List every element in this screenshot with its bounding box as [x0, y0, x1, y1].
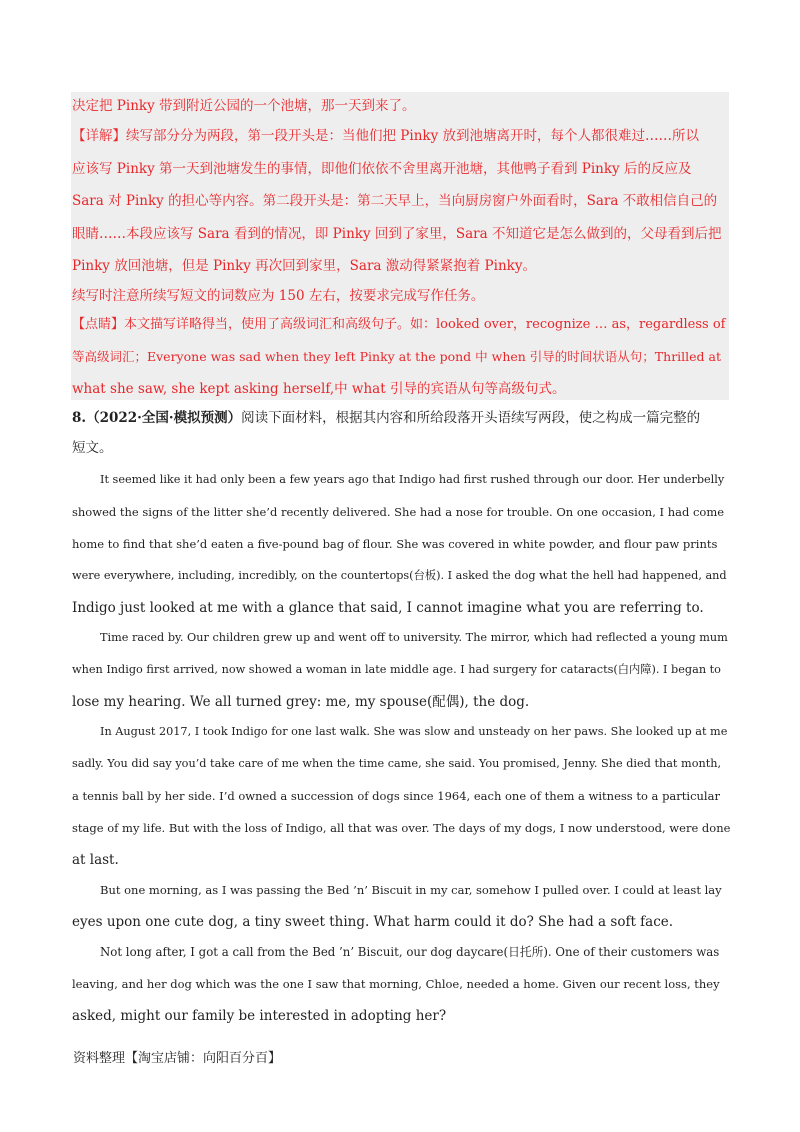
passage-line: at last. [72, 852, 119, 868]
passage-line: eyes upon one cute dog, a tiny sweet thing. What harm could it do? She had a soft face. [72, 914, 674, 930]
passage-line: home to find that she’d eaten a five-pound bag of flour. She was covered in white powder, and flour paw prints [72, 537, 718, 551]
question-instruction: 阅读下面材料，根据其内容和所给段落开头语续写两段，使之构成一篇完整的 [241, 410, 701, 426]
passage-line: a tennis ball by her side. I’d owned a succession of dogs since 1964, each one of them a witness to a particular [72, 789, 720, 803]
answer-line: Sara 对 Pinky 的担心等内容。第二段开头是：第二天早上，当向厨房窗户外面看时，Sara 不敢相信自己的 [72, 193, 718, 209]
passage-line: It seemed like it had only been a few years ago that Indigo had first rushed through our door. Her underbelly [100, 473, 725, 486]
passage-line: leaving, and her dog which was the one I saw that morning, Chloe, needed a home. Given our recent loss, they [72, 977, 720, 991]
answer-line: what she saw, she kept asking herself,中 what 引导的宾语从句等高级句式。 [72, 381, 566, 397]
passage-line: But one morning, as I was passing the Bed ’n’ Biscuit in my car, somehow I pulled over. I could at least lay [100, 883, 722, 897]
passage-line: sadly. You did say you’d take care of me when the time came, she said. You promised, Jenny. She died that month, [72, 757, 722, 770]
answer-line: 应该写 Pinky 第一天到池塘发生的事情，即他们依依不舍里离开池塘，其他鸭子看到 Pinky 后的反应及 [72, 161, 692, 177]
answer-line: 续写时注意所续写短文的词数应为 150 左右，按要求完成写作任务。 [72, 288, 485, 304]
passage-line: were everywhere, including, incredibly, on the countertops(台板). I asked the dog what the hell had happened, and [72, 569, 727, 582]
answer-line: Pinky 放回池塘，但是 Pinky 再次回到家里，Sara 激动得紧紧抱着 Pinky。 [72, 258, 536, 274]
answer-line: 等高级词汇；Everyone was sad when they left Pinky at the pond 中 when 引导的时间状语从句；Thrilled at [72, 349, 722, 364]
answer-line: 【点睛】本文描写详略得当，使用了高级词汇和高级句子。如：looked over，recognize … as，regardless of [72, 317, 726, 332]
passage-line: when Indigo first arrived, now showed a woman in late middle age. I had surgery for cataracts(白内障). I began to [72, 663, 721, 676]
question-source: （2022·全国·模拟预测） [86, 410, 242, 426]
passage-line: Not long after, I got a call from the Bed ’n’ Biscuit, our dog daycare(日托所). One of their customers was [100, 945, 720, 959]
passage-line: Indigo just looked at me with a glance that said, I cannot imagine what you are referring to. [72, 600, 704, 616]
question-instruction-cont: 短文。 [72, 440, 113, 456]
passage-line: Time raced by. Our children grew up and went off to university. The mirror, which had reflected a young mum [100, 631, 728, 644]
passage-line: stage of my life. But with the loss of Indigo, all that was over. The days of my dogs, I now understood, were done [72, 821, 731, 835]
answer-line: 决定把 Pinky 带到附近公园的一个池塘，那一天到来了。 [72, 98, 416, 114]
question-header [72, 408, 700, 428]
passage-line: showed the signs of the litter she’d recently delivered. She had a nose for trouble. On one occasion, I had come [72, 505, 725, 519]
answer-line: 【详解】续写部分分为两段，第一段开头是：当他们把 Pinky 放到池塘离开时，每个人都很难过……所以 [72, 128, 699, 144]
passage-line: asked, might our family be interested in adopting her? [72, 1008, 447, 1024]
answer-line: 眼睛……本段应该写 Sara 看到的情况，即 Pinky 回到了家里，Sara 不知道它是怎么做到的，父母看到后把 [72, 226, 722, 242]
passage-line: In August 2017, I took Indigo for one last walk. She was slow and unsteady on her paws. She looked up at me [100, 725, 728, 738]
question-number: 8. [72, 410, 87, 426]
passage-line: lose my hearing. We all turned grey: me, my spouse(配偶), the dog. [72, 694, 530, 710]
footer-credit: 资料整理【淘宝店铺：向阳百分百】 [73, 1051, 282, 1066]
